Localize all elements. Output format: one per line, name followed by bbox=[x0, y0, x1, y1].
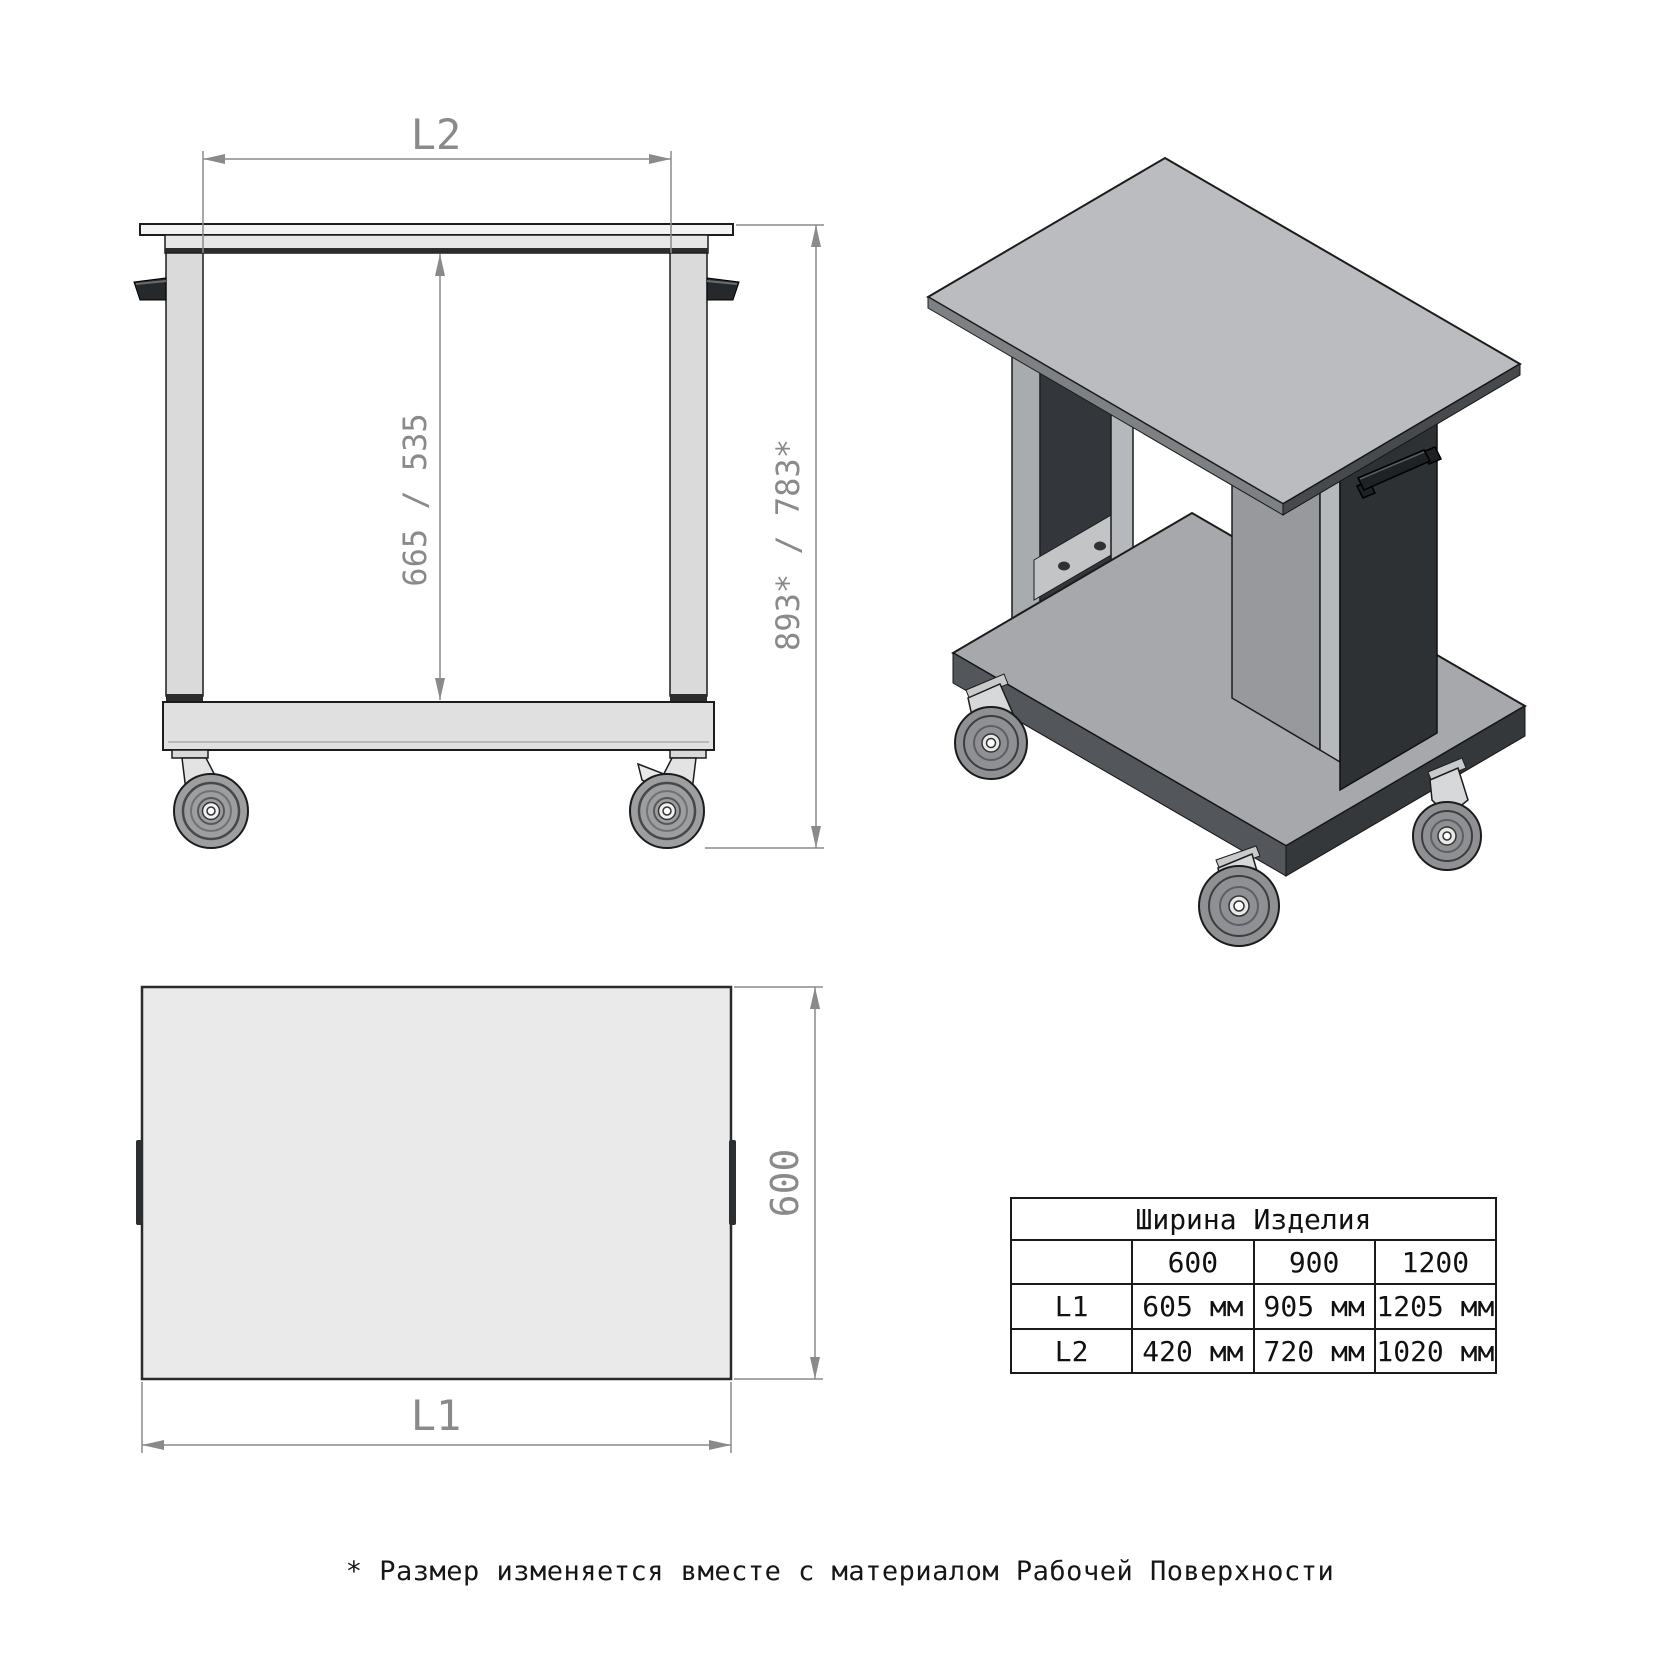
arrowhead bbox=[649, 154, 671, 164]
table-row-l2 bbox=[1011, 1329, 1496, 1373]
table-col-header: 900 bbox=[1254, 1240, 1375, 1284]
table-title-row bbox=[1011, 1198, 1496, 1240]
front-apron-edge bbox=[165, 248, 708, 253]
front-caster-left bbox=[172, 750, 248, 848]
arrowhead bbox=[811, 826, 821, 848]
dim-label-overall-height: 893* / 783* bbox=[769, 439, 807, 651]
arrowhead bbox=[203, 154, 225, 164]
plan-worktop bbox=[142, 987, 731, 1379]
plan-handle-right bbox=[729, 1140, 736, 1225]
dim-label-600: 600 bbox=[763, 1148, 807, 1218]
front-leg-right bbox=[670, 253, 707, 696]
dim-label-l1: L1 bbox=[410, 1391, 462, 1440]
table-cell: 420 мм bbox=[1132, 1329, 1253, 1373]
front-leg-left bbox=[166, 253, 203, 696]
dimension-overall-height bbox=[705, 225, 824, 848]
plan-handle-left bbox=[136, 1140, 143, 1225]
front-tabletop bbox=[140, 224, 733, 235]
size-table bbox=[1010, 1197, 1497, 1374]
dimension-l1 bbox=[142, 1382, 731, 1453]
footnote: * Размер изменяется вместе с материалом Рабочей Поверхности bbox=[345, 1556, 1335, 1587]
dimension-600 bbox=[734, 987, 823, 1379]
table-title-cell: Ширина Изделия bbox=[1011, 1198, 1496, 1240]
dim-label-inner-height: 665 / 535 bbox=[396, 413, 434, 587]
arrowhead bbox=[435, 254, 445, 276]
table-cell: 605 мм bbox=[1132, 1284, 1253, 1329]
wheel-axle-hole bbox=[987, 739, 996, 748]
table-col-header: 1200 bbox=[1375, 1240, 1496, 1284]
table-cell: 1205 мм bbox=[1375, 1284, 1496, 1329]
front-leg-left-foot-joint bbox=[166, 694, 203, 702]
front-base bbox=[163, 702, 714, 750]
wheel-axle-hole bbox=[207, 807, 215, 815]
isometric-view bbox=[928, 158, 1525, 946]
table-row-label: L1 bbox=[1011, 1284, 1132, 1329]
table-cell: 1020 мм bbox=[1375, 1329, 1496, 1373]
arrowhead bbox=[142, 1440, 164, 1450]
caster-mount-plate bbox=[172, 750, 208, 758]
arrowhead bbox=[435, 678, 445, 700]
arrowhead bbox=[810, 987, 820, 1009]
front-caster-right bbox=[630, 750, 706, 848]
table-row-label: L2 bbox=[1011, 1329, 1132, 1373]
dimension-inner-height bbox=[396, 254, 445, 700]
wheel-axle-hole bbox=[663, 807, 671, 815]
arrowhead bbox=[810, 1357, 820, 1379]
caster-mount-plate bbox=[670, 750, 706, 758]
table-corner-cell bbox=[1011, 1240, 1132, 1284]
table-row-l1 bbox=[1011, 1284, 1496, 1329]
wheel-axle-hole bbox=[1234, 901, 1244, 911]
front-handle-right bbox=[707, 278, 739, 300]
table-cell: 905 мм bbox=[1254, 1284, 1375, 1329]
table-header-row bbox=[1011, 1240, 1496, 1284]
front-leg-right-foot-joint bbox=[670, 694, 707, 702]
bolt bbox=[1094, 542, 1106, 551]
dim-label-l2: L2 bbox=[410, 110, 462, 159]
front-handle-left bbox=[134, 278, 166, 300]
arrowhead bbox=[811, 225, 821, 247]
front-view bbox=[134, 224, 739, 848]
bolt bbox=[1058, 562, 1070, 571]
arrowhead bbox=[709, 1440, 731, 1450]
table-cell: 720 мм bbox=[1254, 1329, 1375, 1373]
wheel-axle-hole bbox=[1443, 832, 1451, 840]
table-col-header: 600 bbox=[1132, 1240, 1253, 1284]
top-view bbox=[136, 987, 736, 1379]
